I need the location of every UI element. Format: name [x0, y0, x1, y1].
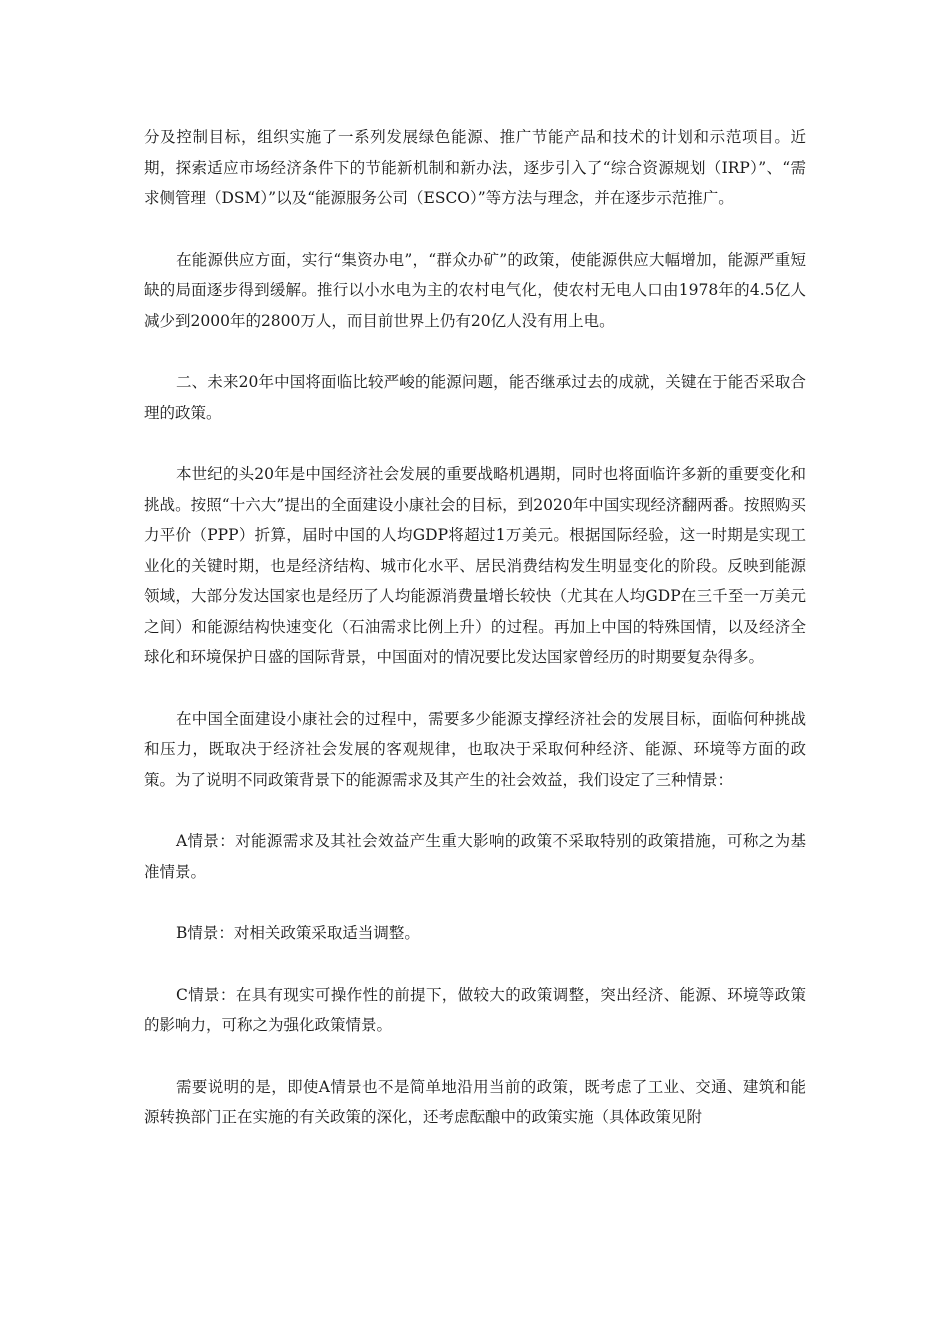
paragraph-energy-supply: 在能源供应方面，实行“集资办电”，“群众办矿”的政策，使能源供应大幅增加，能源严重短缺的局面逐步得到缓解。推行以小水电为主的农村电气化，使农村无电人口由1978年的4.5亿人减少到2000年的2800万人，而目前世界上仍有20亿人没有用上电。 [144, 250, 806, 330]
document-body [144, 122, 806, 1164]
paragraph-scenario-a: A情景：对能源需求及其社会效益产生重大影响的政策不采取特别的政策措施，可称之为基准情景。 [144, 832, 806, 881]
paragraph-strategic-period: 本世纪的头20年是中国经济社会发展的重要战略机遇期，同时也将面临许多新的重要变化和挑战。按照“十六大”提出的全面建设小康社会的目标，到2020年中国实现经济翻两番。按照购买力平价（PPP）折算，届时中国的人均GDP将超过1万美元。根据国际经验，这一时期是实现工业化的关键时期，也是经济结构、城市化水平、居民消费结构发生明显变化的阶段。反映到能源领域，大部分发达国家也是经历了人均能源消费量增长较快（尤其在人均GDP在三千至一万美元之间）和能源结构快速变化（石油需求比例上升）的过程。再加上中国的特殊国情，以及经济全球化和环境保护日盛的国际背景，中国面对的情况要比发达国家曾经历的时期要复杂得多。 [144, 465, 806, 666]
paragraph-scenario-b: B情景：对相关政策采取适当调整。 [176, 924, 420, 942]
paragraph-green-energy-programs: 分及控制目标，组织实施了一系列发展绿色能源、推广节能产品和技术的计划和示范项目。近期，探索适应市场经济条件下的节能新机制和新办法，逐步引入了“综合资源规划（IRP）”、“需求侧管理（DSM）”以及“能源服务公司（ESCO）”等方法与理念，并在逐步示范推广。 [144, 128, 806, 207]
paragraph-section-two-heading: 二、未来20年中国将面临比较严峻的能源问题，能否继承过去的成就，关键在于能否采取合理的政策。 [144, 373, 806, 422]
paragraph-scenario-c: C情景：在具有现实可操作性的前提下，做较大的政策调整，突出经济、能源、环境等政策的影响力，可称之为强化政策情景。 [144, 985, 806, 1034]
paragraph-three-scenarios-intro: 在中国全面建设小康社会的过程中，需要多少能源支撑经济社会的发展目标，面临何种挑战和压力，既取决于经济社会发展的客观规律，也取决于采取何种经济、能源、环境等方面的政策。为了说明不同政策背景下的能源需求及其产生的社会效益，我们设定了三种情景： [144, 709, 806, 789]
paragraph-scenario-a-note: 需要说明的是，即使A情景也不是简单地沿用当前的政策，既考虑了工业、交通、建筑和能源转换部门正在实施的有关政策的深化，还考虑酝酿中的政策实施（具体政策见附 [144, 1077, 806, 1126]
